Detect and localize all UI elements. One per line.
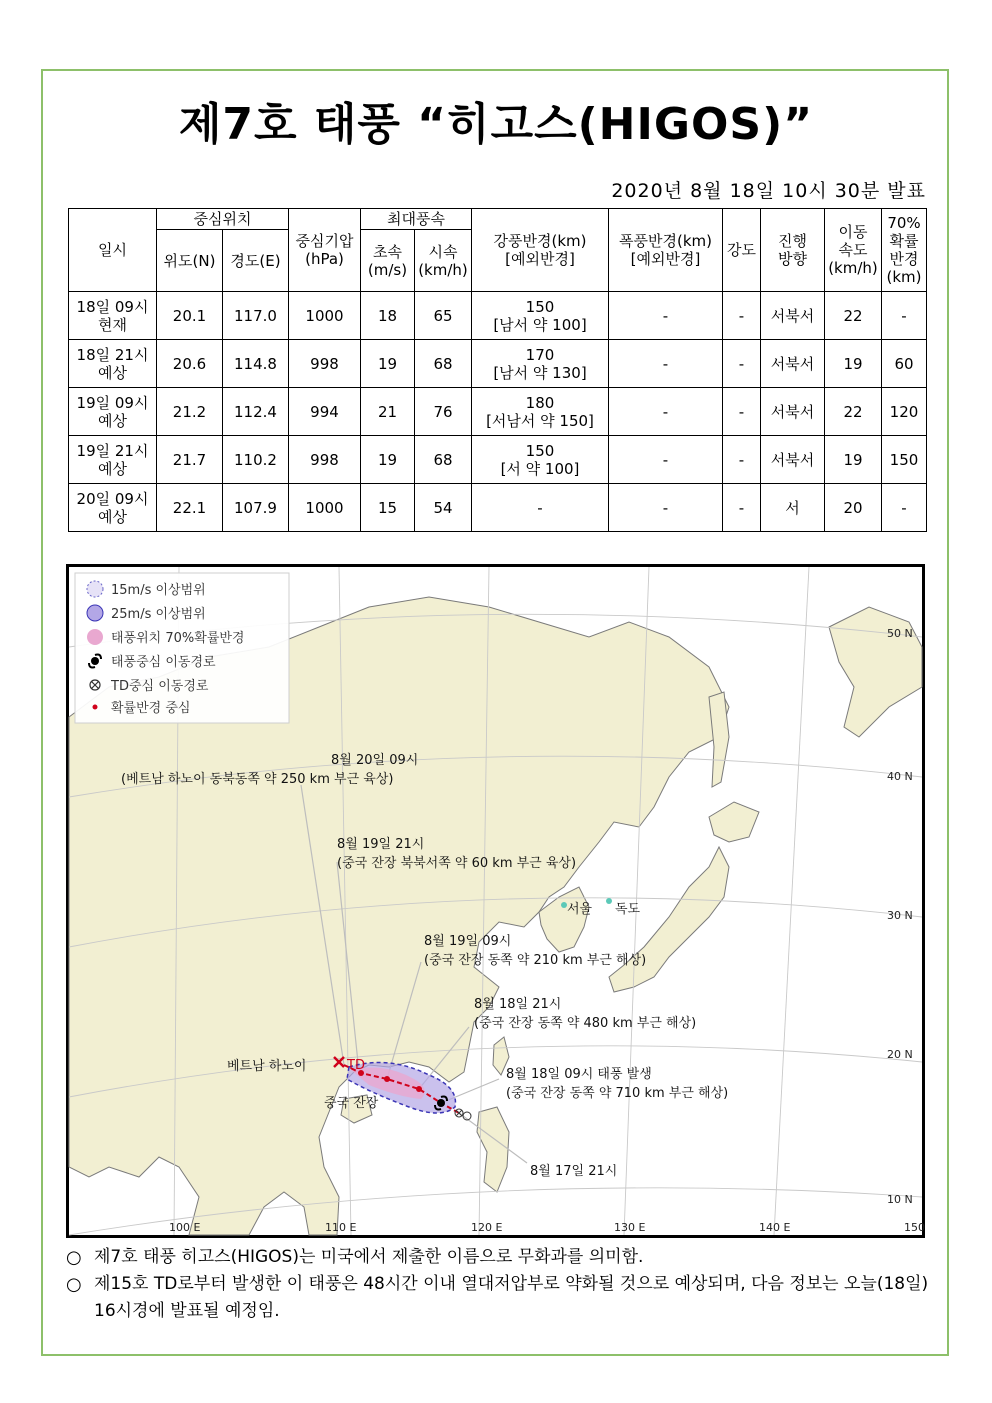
dashed-circle-icon <box>87 581 103 597</box>
note-item <box>66 1244 932 1271</box>
header-speed: 이동 속도 (km/h) <box>825 209 882 292</box>
lon-label: 130 E <box>614 1221 646 1234</box>
annotation-date: 8월 17일 21시 <box>530 1164 618 1179</box>
header-pressure: 중심기압 (hPa) <box>289 209 361 292</box>
cell-lat: 21.2 <box>157 388 223 436</box>
legend-label: 확률반경 중심 <box>111 701 191 716</box>
legend-label: TD중심 이동경로 <box>111 679 209 694</box>
table-row <box>69 340 927 388</box>
map-legend <box>75 573 289 723</box>
purple-circle-icon <box>87 605 103 621</box>
cell-storm: - <box>609 388 723 436</box>
cell-prob: 150 <box>882 436 927 484</box>
cell-kmh: 54 <box>415 484 472 532</box>
table-row <box>69 484 927 532</box>
annotation-detail: (베트남 하노이 동북동쪽 약 250 km 부근 육상) <box>121 772 394 787</box>
cell-ms: 15 <box>361 484 415 532</box>
header-center-pos: 중심위치 <box>157 209 289 230</box>
legend-label: 태풍위치 70%확률반경 <box>111 631 245 646</box>
cell-pressure: 994 <box>289 388 361 436</box>
cell-intensity: - <box>723 436 761 484</box>
header-lon: 경도(E) <box>223 230 289 292</box>
cell-datetime: 19일 09시 예상 <box>69 388 157 436</box>
table-row <box>69 388 927 436</box>
cell-speed: 22 <box>825 388 882 436</box>
lat-label: 50 N <box>887 627 913 640</box>
cell-lon: 110.2 <box>223 436 289 484</box>
cell-datetime: 20일 09시 예상 <box>69 484 157 532</box>
cell-lon: 114.8 <box>223 340 289 388</box>
cell-ms: 19 <box>361 340 415 388</box>
cell-pressure: 1000 <box>289 484 361 532</box>
prob-center-dot <box>384 1076 390 1082</box>
lon-label: 150 <box>904 1221 925 1234</box>
table-row <box>69 292 927 340</box>
lat-label: 40 N <box>887 770 913 783</box>
cell-lon: 112.4 <box>223 388 289 436</box>
cell-intensity: - <box>723 484 761 532</box>
cell-speed: 19 <box>825 340 882 388</box>
note-text: 제7호 태풍 히고스(HIGOS)는 미국에서 제출한 이름으로 무화과를 의미함. <box>94 1247 644 1267</box>
cell-storm: - <box>609 292 723 340</box>
dokdo-label: 독도 <box>615 902 641 917</box>
cell-gale: - <box>472 484 609 532</box>
bullet-icon: ○ <box>66 1247 82 1268</box>
header-intensity: 강도 <box>723 209 761 292</box>
cell-intensity: - <box>723 388 761 436</box>
dokdo-marker <box>606 898 612 904</box>
cell-speed: 20 <box>825 484 882 532</box>
cell-prob: 60 <box>882 340 927 388</box>
lon-label: 110 E <box>325 1221 357 1234</box>
cell-intensity: - <box>723 340 761 388</box>
cell-datetime: 18일 21시 예상 <box>69 340 157 388</box>
header-direction: 진행 방향 <box>761 209 825 292</box>
cell-speed: 22 <box>825 292 882 340</box>
bullet-icon: ○ <box>66 1274 82 1295</box>
red-dot-icon <box>93 705 98 710</box>
legend-label: 15m/s 이상범위 <box>111 583 206 598</box>
annotation-detail: (중국 잔장 북북서쪽 약 60 km 부근 육상) <box>337 856 577 871</box>
cell-lat: 21.7 <box>157 436 223 484</box>
annotation-date: 8월 18일 21시 <box>474 997 562 1012</box>
header-lat: 위도(N) <box>157 230 223 292</box>
lon-label: 140 E <box>759 1221 791 1234</box>
cell-speed: 19 <box>825 436 882 484</box>
issued-time: 2020년 8월 18일 10시 30분 발표 <box>611 180 926 202</box>
cell-gale: 170 [남서 약 130] <box>472 340 609 388</box>
legend-label: 25m/s 이상범위 <box>111 607 206 622</box>
cell-direction: 서북서 <box>761 292 825 340</box>
cell-kmh: 68 <box>415 436 472 484</box>
lat-label: 30 N <box>887 909 913 922</box>
header-wind-ms: 초속 (m/s) <box>361 230 415 292</box>
cell-storm: - <box>609 340 723 388</box>
cell-kmh: 68 <box>415 340 472 388</box>
header-storm-radius: 폭풍반경(km) [예외반경] <box>609 209 723 292</box>
cell-direction: 서북서 <box>761 436 825 484</box>
cell-ms: 19 <box>361 436 415 484</box>
lat-label: 10 N <box>887 1193 913 1206</box>
cell-gale: 150 [남서 약 100] <box>472 292 609 340</box>
annotation-detail: (중국 잔장 동쪽 약 710 km 부근 해상) <box>506 1086 729 1101</box>
cell-pressure: 1000 <box>289 292 361 340</box>
cell-kmh: 76 <box>415 388 472 436</box>
annotation-date: 8월 18일 09시 태풍 발생 <box>506 1067 652 1082</box>
cell-prob: - <box>882 292 927 340</box>
annotation-detail: (중국 잔장 동쪽 약 210 km 부근 해상) <box>424 953 647 968</box>
cell-storm: - <box>609 484 723 532</box>
page-title: 제7호 태풍 “히고스(HIGOS)” <box>178 99 814 150</box>
cell-intensity: - <box>723 292 761 340</box>
zhanjiang-label: 중국 잔장 <box>324 1096 379 1111</box>
seoul-label: 서울 <box>567 902 593 917</box>
cell-direction: 서북서 <box>761 340 825 388</box>
header-gale-radius: 강풍반경(km) [예외반경] <box>472 209 609 292</box>
notes <box>66 1244 932 1325</box>
lon-label: 120 E <box>471 1221 503 1234</box>
header-wind-kmh: 시속 (km/h) <box>415 230 472 292</box>
cell-kmh: 65 <box>415 292 472 340</box>
legend-label: 태풍중심 이동경로 <box>111 655 216 670</box>
cell-datetime: 18일 09시 현재 <box>69 292 157 340</box>
cell-lon: 107.9 <box>223 484 289 532</box>
cell-pressure: 998 <box>289 340 361 388</box>
annotation-date: 8월 19일 09시 <box>424 934 512 949</box>
annotation-detail: (중국 잔장 동쪽 약 480 km 부근 해상) <box>474 1016 697 1031</box>
td-label: TD <box>347 1058 365 1073</box>
cell-lon: 117.0 <box>223 292 289 340</box>
forecast-table <box>68 208 927 532</box>
table-row <box>69 436 927 484</box>
cell-direction: 서북서 <box>761 388 825 436</box>
cell-datetime: 19일 21시 예상 <box>69 436 157 484</box>
lat-label: 20 N <box>887 1048 913 1061</box>
hanoi-label: 베트남 하노이 <box>227 1059 307 1074</box>
cell-storm: - <box>609 436 723 484</box>
header-datetime: 일시 <box>69 209 157 292</box>
cell-lat: 20.1 <box>157 292 223 340</box>
note-text: 제15호 TD로부터 발생한 이 태풍은 48시간 이내 열대저압부로 약화될 것으로 예상되며, 다음 정보는 오늘(18일) 16시경에 발표될 예정임. <box>94 1274 929 1321</box>
typhoon-track-map <box>66 564 925 1238</box>
pink-circle-icon <box>87 629 103 645</box>
lon-label: 100 E <box>169 1221 201 1234</box>
cell-lat: 20.6 <box>157 340 223 388</box>
cell-direction: 서 <box>761 484 825 532</box>
cell-prob: 120 <box>882 388 927 436</box>
cell-ms: 18 <box>361 292 415 340</box>
header-max-wind: 최대풍속 <box>361 209 472 230</box>
annotation-date: 8월 19일 21시 <box>337 837 425 852</box>
cell-gale: 150 [서 약 100] <box>472 436 609 484</box>
cell-pressure: 998 <box>289 436 361 484</box>
cell-gale: 180 [서남서 약 150] <box>472 388 609 436</box>
cell-ms: 21 <box>361 388 415 436</box>
annotation-date: 8월 20일 09시 <box>331 753 419 768</box>
header-prob-radius: 70% 확률 반경 (km) <box>882 209 927 292</box>
prob-center-dot <box>416 1086 422 1092</box>
cell-lat: 22.1 <box>157 484 223 532</box>
cell-prob: - <box>882 484 927 532</box>
map-canvas <box>69 567 925 1235</box>
note-item <box>66 1271 932 1325</box>
